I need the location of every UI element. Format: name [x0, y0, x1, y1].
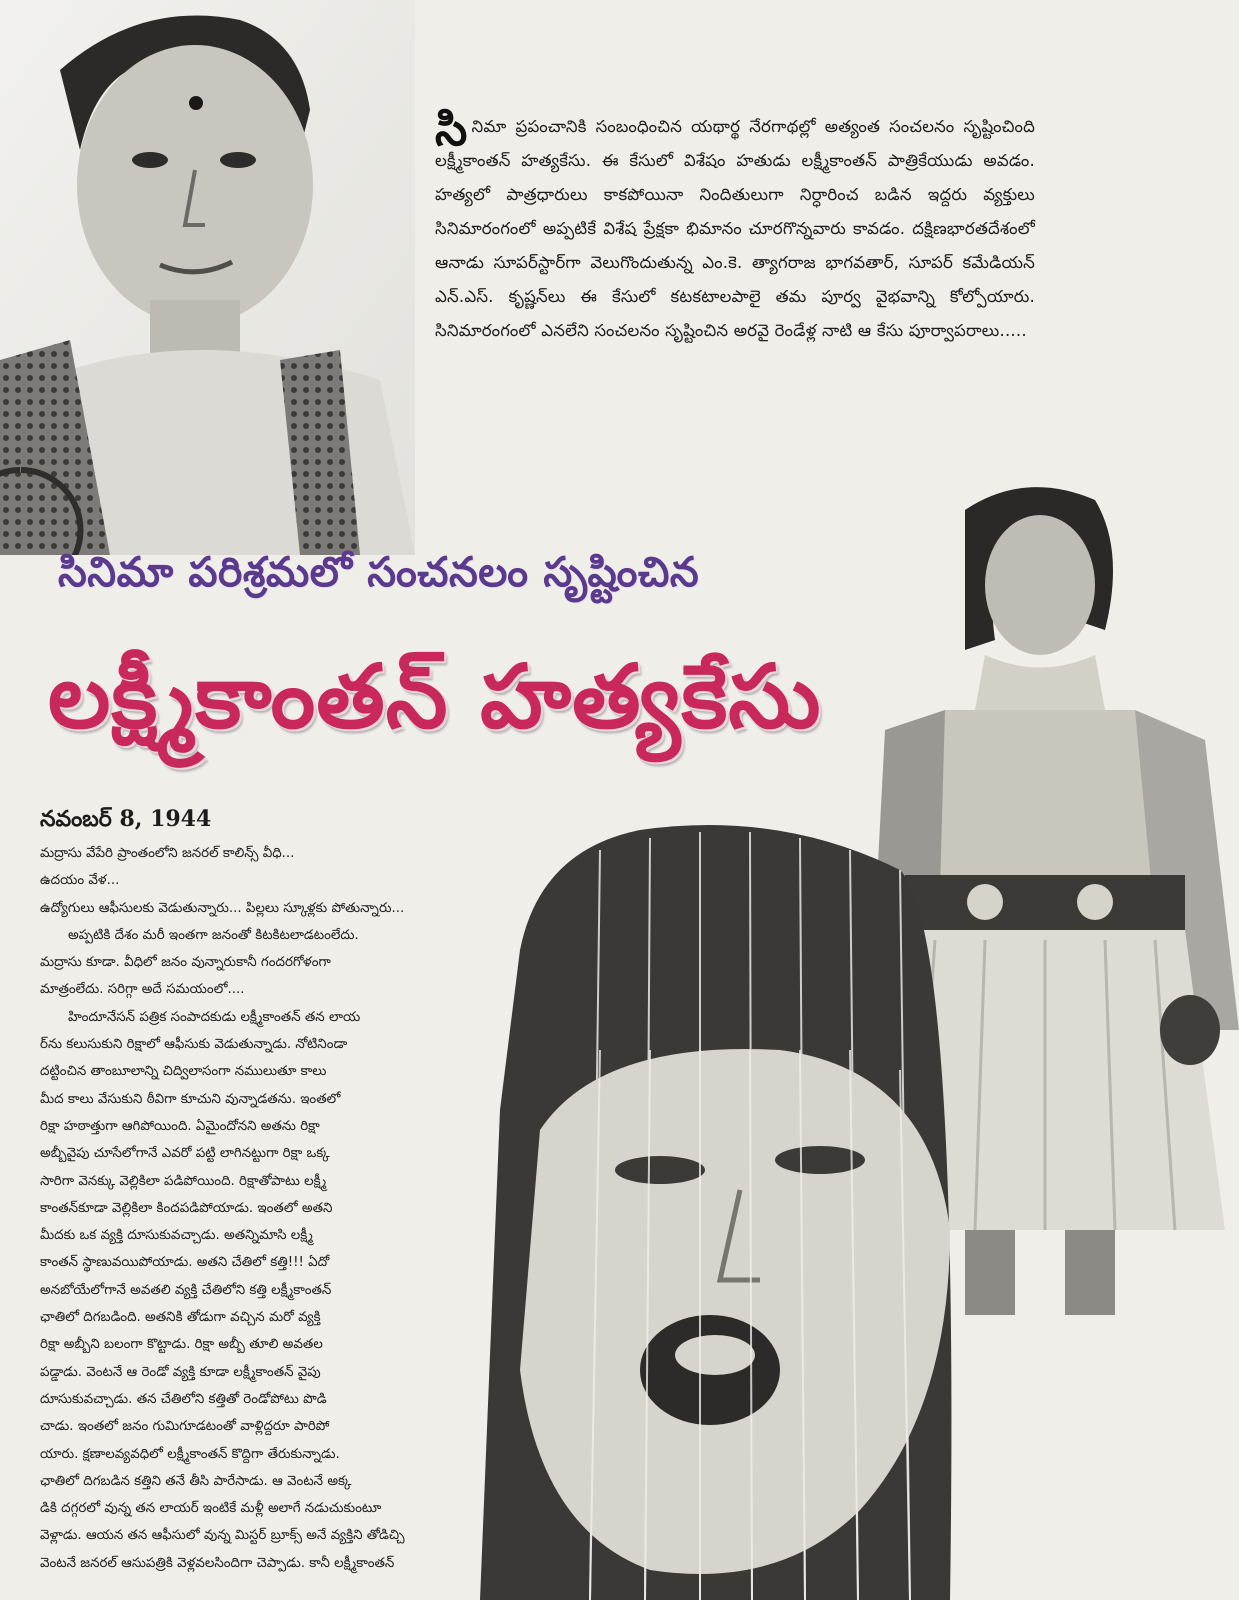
article-line: దూసుకువచ్చాడు. తన చేతిలోని కత్తితో రెండోపోటు పొడి [40, 1391, 327, 1407]
article-line: అప్పటికి దేశం మరీ ఇంతగా జనంతో కిటకిటలాడటంలేదు. [68, 927, 359, 943]
article-line: ఛాతిలో దిగబడింది. అతనికి తోడుగా వచ్చిన మరో వ్యక్తి [40, 1310, 321, 1326]
intro-dropcap: సి [435, 102, 468, 156]
intro-text: నిమా ప్రపంచానికి సంబంధించిన యథార్థ నేరగాథల్లో అత్యంత సంచలనం సృష్టించింది లక్ష్మీకాంతన్ హత్యకేసు. ఈ కేసులో విశేషం హతుడు లక్ష్మీకాంతన్ పాత్రికేయుడు అవడం. హత్యలో పాత్రధారులు కాకపోయినా నిందితులుగా నిర్ధారించ బడిన ఇద్దరు వ్యక్తులు సినిమారంగంలో అప్పటికే విశేష ప్రేక్షకా భిమానం చూరగొన్నవారు కావడం. దక్షిణభారతదేశంలో ఆనాడు సూపర్‌స్టార్‌గా వెలుగొందుతున్న ఎం.కె. త్యాగరాజ భాగవతార్, సూపర్ కమేడియన్ ఎన్.ఎస్. కృష్ణన్‌లు ఈ కేసులో కటకటాలపాలై తమ పూర్వ వైభవాన్ని కోల్పోయారు. సినిమారంగంలో ఎనలేని సంచలనం సృష్టించిన అరవై రెండేళ్ల నాటి ఆ కేసు పూర్వాపరాలు..... [435, 117, 1035, 340]
headline-kicker: సినిమా పరిశ్రమలో సంచనలం సృష్టించిన [58, 548, 700, 596]
article-line: దట్టించిన తాంబూలాన్ని చిద్విలాసంగా నములుతూ కాలు [40, 1064, 327, 1080]
article-line: పడ్డాడు. వెంటనే ఆ రెండో వ్యక్తి కూడా లక్ష్మీకాంతన్ వైపు [40, 1364, 321, 1380]
article-line: యారు. క్షణాలవ్యవధిలో లక్ష్మీకాంతన్ కొద్దిగా తేరుకున్నాడు. [40, 1446, 340, 1462]
article-line: మద్రాసు కూడా. వీధిలో జనం వున్నారుకానీ గందరగోళంగా [40, 955, 331, 971]
article-line: వెంటనే జనరల్ ఆసుపత్రికి వెళ్లవలసిందిగా చెప్పాడు. కానీ లక్ష్మీకాంతన్ [40, 1555, 395, 1571]
article-dateline: నవంబర్ 8, 1944 [40, 806, 212, 832]
article-line: అనబోయేలోగానే అవతలి వ్యక్తి చేతిలోని కత్తి లక్ష్మీకాంతన్ [40, 1282, 332, 1298]
article-line: మీద కాలు వేసుకుని ఠీవిగా కూచుని వున్నాడతను. ఇంతలో [40, 1091, 341, 1107]
article-line: సారిగా వెనక్కు వెల్లికిలా పడిపోయింది. రిక్షాతోపాటు లక్ష్మీ [40, 1173, 327, 1189]
article-body [40, 840, 500, 1577]
intro-paragraph [435, 102, 1035, 348]
article-line: ర్‌ను కలుసుకుని రిక్షాలో ఆఫీసుకు వెడుతున్నాడు. నోటినిండా [40, 1037, 348, 1053]
headline-title: లక్ష్మీకాంతన్ హత్యకేసు [48, 645, 822, 748]
article-line: వెళ్లాడు. ఆయన తన ఆఫీసులో వున్న మిస్టర్ బ్రూక్స్ అనే వ్యక్తిని తోడిచ్చి [40, 1528, 405, 1544]
article-line: రిక్షా అబ్బీని బలంగా కొట్టాడు. రిక్షా అబ్బీ తూలి అవతల [40, 1337, 323, 1353]
article-line: మాత్రంలేదు. సరిగ్గా అదే సమయంలో.... [40, 982, 245, 998]
article-line: చాడు. ఇంతలో జనం గుమిగూడటంతో వాళ్లిద్దరూ పారిపో [40, 1419, 330, 1435]
article-line: కాంతన్ స్థాణువయిపోయాడు. అతని చేతిలో కత్తి!!! ఏదో [40, 1255, 330, 1271]
article-line: ఉద్యోగులు ఆఫీసులకు వెడుతున్నారు... పిల్లలు స్కూళ్లకు పోతున్నారు... [40, 900, 405, 916]
article-line: మద్రాసు వేపేరి ప్రాంతంలోని జనరల్ కాలిన్స్ వీధి... [40, 846, 295, 861]
article-line: కాంతన్‌కూడా వెల్లికిలా కిందపడిపోయాడు. ఇంతలో అతని [40, 1200, 333, 1216]
article-line: డికి దగ్గరలో వున్న తన లాయర్ ఇంటికే మళ్లీ అలాగే నడుచుకుంటూ [40, 1501, 382, 1517]
article-line: ఛాతిలో దిగబడిన కత్తిని తనే తీసి పారేసాడు. ఆ వెంటనే అక్క [40, 1473, 352, 1489]
article-line: మీదకు ఒక వ్యక్తి దూసుకువచ్చాడు. అతన్నిమాసి లక్ష్మీ [40, 1228, 313, 1244]
article-line: అబ్బీవైపు చూసేలోగానే ఎవరో పట్టి లాగినట్టుగా రిక్షా ఒక్క [40, 1146, 330, 1162]
article-line: హిందూనేసన్ పత్రిక సంపాదకుడు లక్ష్మీకాంతన్ తన లాయ [68, 1009, 361, 1025]
article-line: రిక్షా హఠాత్తుగా ఆగిపోయింది. ఏమైందోనని అతను రిక్షా [40, 1118, 320, 1134]
singing-actor-photo [480, 810, 1000, 1600]
article-line: ఉదయం వేళ... [40, 873, 120, 889]
portrait-photo [0, 0, 415, 555]
